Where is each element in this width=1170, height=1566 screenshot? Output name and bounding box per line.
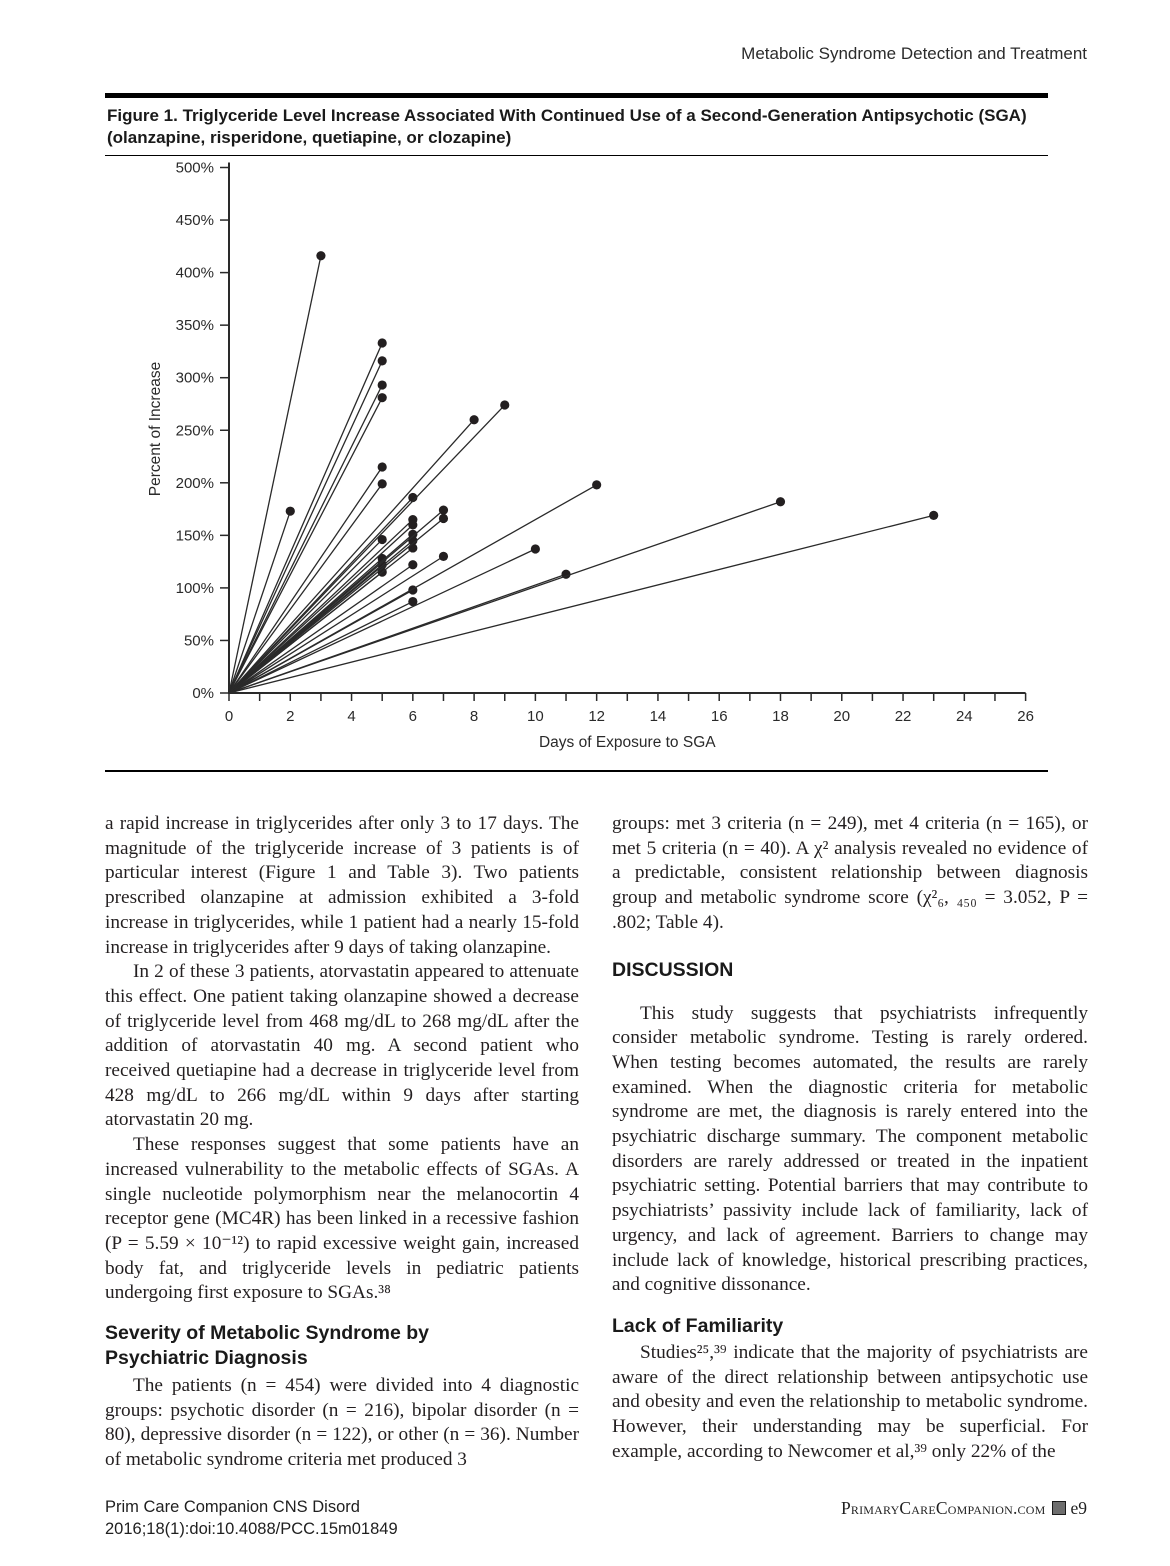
data-point [286, 507, 295, 516]
svg-text:18: 18 [772, 708, 789, 725]
svg-text:0%: 0% [192, 685, 214, 702]
paragraph: The patients (n = 454) were divided into 4 diagnostic groups: psychotic disorder (n = 216), bipolar disorder (n = 80), depressive disorder (n = 122), or other (n = 36). Number of metabolic syndrome criteria met produced 3 [105, 1375, 579, 1471]
data-point [408, 560, 417, 569]
paragraph: a rapid increase in triglycerides after only 3 to 17 days. The magnitude of the triglyceride increase of 3 patients is of particular interest (Figure 1 and Table 3). Two patients prescribed olanzapine at admission exhibited a 3-fold increase in triglycerides, while 1 patient had a nearly 15-fold increase in triglycerides after 9 days of taking olanzapine. [105, 813, 579, 958]
footer-site-info [841, 1498, 1087, 1519]
paragraph: This study suggests that psychiatrists infrequently consider metabolic syndrome. Testing is rarely ordered. When testing becomes automated, the results are rarely examined. When the diagnostic criteria for metabolic syndrome are met, the diagnosis is rarely entered into the psychiatric discharge summary. The component metabolic disorders are rarely addressed or treated in the inpatient psychiatric setting. Potential barriers that may contribute to psychiatrists’ passivity include lack of familiarity, lack of urgency, and lack of agreement. Barriers to change may include lack of knowledge, historical prescribing practices, and cognitive dissonance. [612, 1002, 1088, 1296]
data-point [531, 544, 540, 553]
left-text-column [105, 812, 579, 1473]
footer-journal-name: Prim Care Companion CNS Disord [105, 1498, 360, 1516]
svg-text:50%: 50% [183, 632, 214, 650]
section-heading-line: Psychiatric Diagnosis [105, 1347, 308, 1370]
square-bullet-icon [1052, 1501, 1066, 1515]
svg-text:450%: 450% [175, 212, 214, 230]
data-point [470, 415, 479, 424]
data-point [439, 506, 448, 515]
figure-title-line2: (olanzapine, risperidone, quetiapine, or clozapine) [107, 128, 512, 147]
data-point [378, 356, 387, 365]
data-point [378, 393, 387, 402]
data-point [439, 552, 448, 561]
figure-1 [105, 93, 1048, 772]
data-point [592, 480, 601, 489]
data-point [500, 400, 509, 409]
svg-text:2: 2 [286, 708, 295, 725]
svg-text:250%: 250% [175, 422, 214, 440]
paragraph: Studies²⁵,³⁹ indicate that the majority of psychiatrists are aware of the direct relationship between antipsychotic use and obesity and even the relationship to metabolic syndrome. However, their understanding may be superficial. For example, according to Newcomer et al,³⁹ only 22% of the [612, 1341, 1088, 1462]
data-point [408, 543, 417, 552]
svg-text:10: 10 [527, 708, 544, 725]
svg-text:20: 20 [833, 708, 851, 725]
chart-area [105, 156, 1048, 770]
footer-journal-info [105, 1496, 398, 1540]
data-point [378, 338, 387, 347]
footer-site-name: PrimaryCareCompanion.com [840, 1498, 1046, 1518]
footer-citation: 2016;18(1):doi:10.4088/PCC.15m01849 [105, 1520, 398, 1538]
svg-text:24: 24 [955, 708, 973, 725]
section-heading-familiarity: Lack of Familiarity [612, 1314, 784, 1337]
paragraph: In 2 of these 3 patients, atorvastatin appeared to attenuate this effect. One patient taking olanzapine showed a decrease of triglyceride level from 468 mg/dL to 268 mg/dL after the addition of atorvastatin 40 mg. A second patient who received quetiapine had a decrease in triglyceride level from 428 mg/dL to 266 mg/dL within 9 days after starting atorvastatin 20 mg. [105, 961, 579, 1131]
data-point [439, 514, 448, 523]
running-head: Metabolic Syndrome Detection and Treatment [741, 44, 1087, 63]
data-point [776, 497, 785, 506]
svg-text:400%: 400% [175, 264, 214, 282]
data-point [316, 251, 325, 260]
data-point [378, 462, 387, 471]
svg-text:22: 22 [894, 708, 912, 725]
data-point [929, 511, 938, 520]
svg-text:350%: 350% [175, 317, 214, 335]
svg-text:14: 14 [649, 708, 667, 725]
svg-text:300%: 300% [175, 369, 214, 387]
figure-title [105, 98, 1048, 156]
data-point [378, 380, 387, 389]
svg-text:6: 6 [408, 708, 418, 725]
figure-title-line1: Figure 1. Triglyceride Level Increase Associated With Continued Use of a Second-Generation Antipsychotic (SGA) [107, 106, 1027, 125]
svg-text:26: 26 [1017, 708, 1034, 725]
svg-text:0: 0 [224, 708, 234, 725]
paragraph: groups: met 3 criteria (n = 249), met 4 criteria (n = 165), or met 5 criteria (n = 40). A χ² analysis revealed no evidence of a predictable, consistent relationship between diagnosis group and metabolic syndrome score (χ²₆, ₄₅₀ = 3.052, P = .802; Table 4). [612, 813, 1088, 933]
paragraph: These responses suggest that some patients have an increased vulnerability to the metabolic effects of SGAs. A single nucleotide polymorphism near the melanocortin 4 receptor gene (MC4R) has been linked in a recessive fashion (P = 5.59 × 10⁻¹²) to rapid excessive weight gain, increased body fat, and triglyceride levels in pediatric patients undergoing first exposure to SGAs.³⁸ [105, 1134, 579, 1304]
svg-text:200%: 200% [175, 474, 214, 492]
svg-text:12: 12 [588, 708, 606, 725]
svg-text:Percent of Increase: Percent of Increase [147, 361, 164, 497]
right-text-column [612, 812, 1088, 1464]
data-point [408, 520, 417, 529]
svg-text:500%: 500% [175, 159, 214, 177]
svg-text:150%: 150% [175, 527, 214, 545]
svg-text:16: 16 [710, 708, 728, 725]
triglyceride-scatter-chart [105, 156, 1048, 770]
svg-text:Days of Exposure to SGA: Days of Exposure to SGA [538, 734, 716, 751]
svg-text:4: 4 [347, 708, 356, 725]
svg-text:8: 8 [469, 708, 479, 725]
svg-text:100%: 100% [175, 579, 214, 597]
section-heading-line: Severity of Metabolic Syndrome by [105, 1322, 430, 1345]
footer-page-number: e9 [1070, 1498, 1087, 1518]
section-heading-discussion: DISCUSSION [612, 958, 734, 981]
section-heading-severity [105, 1321, 579, 1371]
data-point [378, 479, 387, 488]
